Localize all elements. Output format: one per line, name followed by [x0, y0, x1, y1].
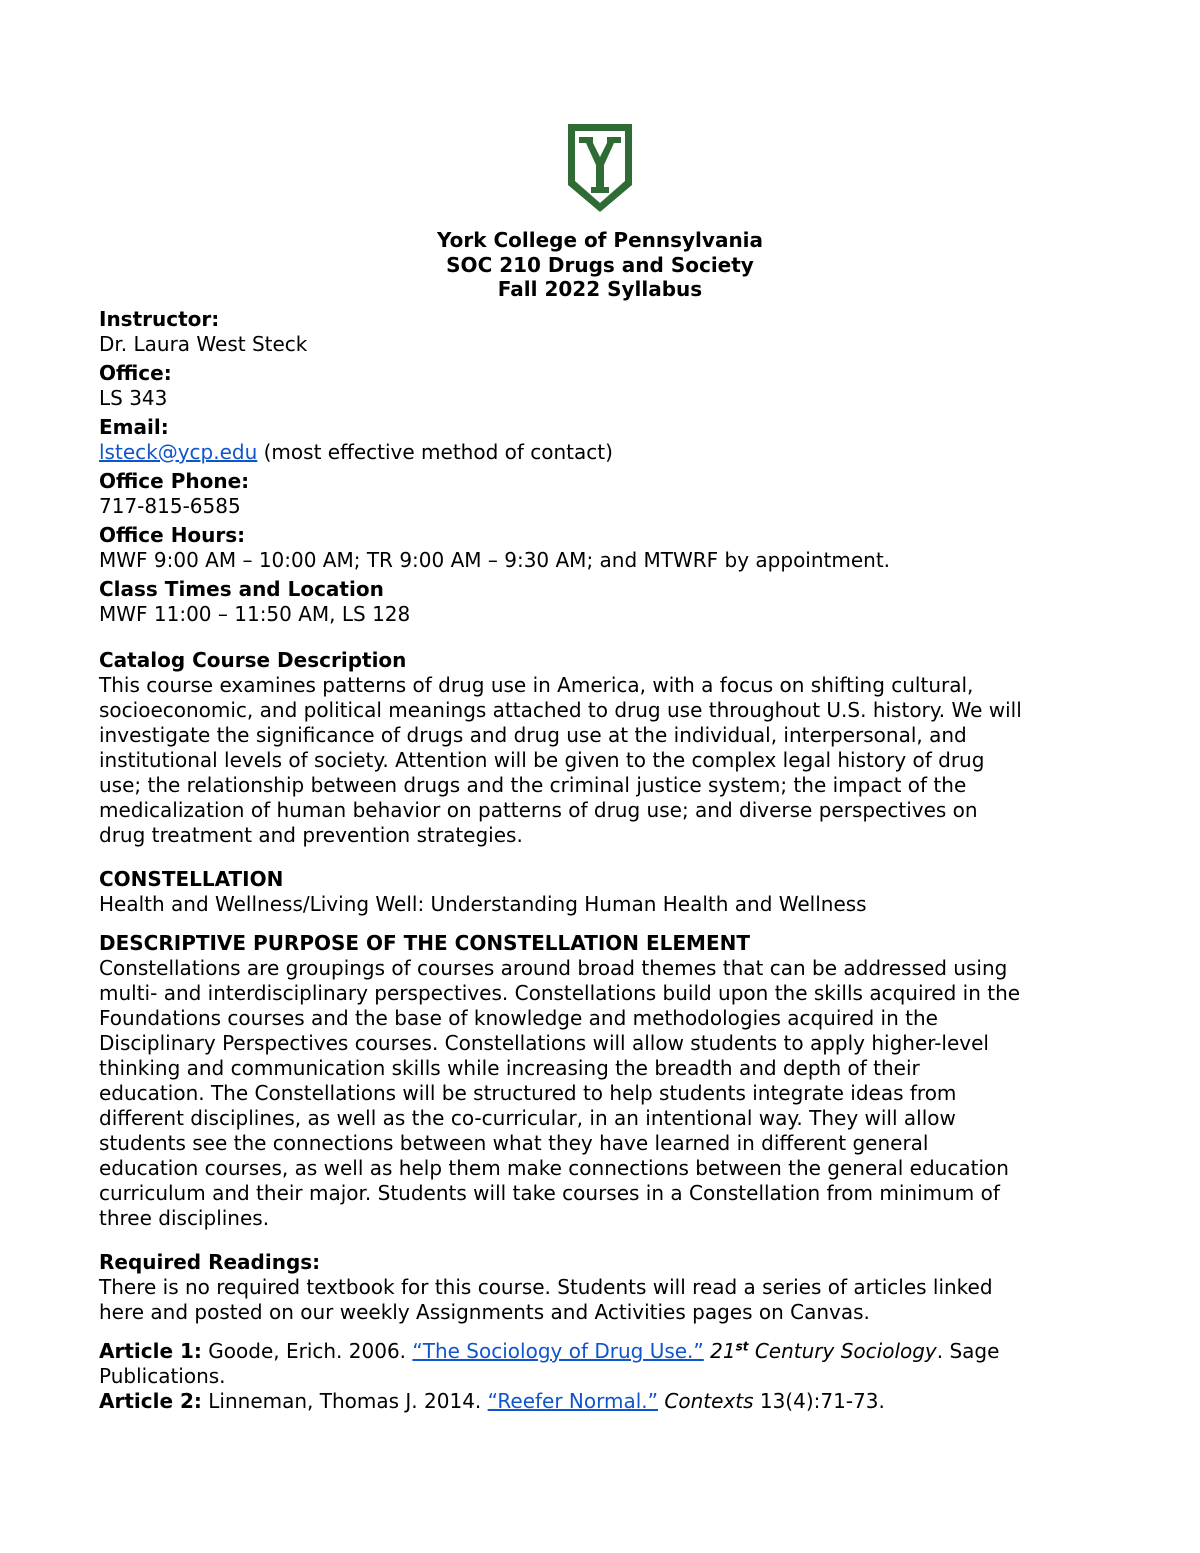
purpose-line: Constellations are groupings of courses around broad themes that can be addressed using [99, 956, 1008, 980]
purpose-line: Disciplinary Perspectives courses. Constellations will allow students to apply higher-level [99, 1031, 989, 1055]
syllabus-term: Fall 2022 Syllabus [497, 277, 703, 301]
purpose-line: three disciplines. [99, 1206, 270, 1230]
email-link[interactable]: lsteck@ycp.edu [99, 440, 258, 464]
article-2-link[interactable]: “Reefer Normal.” [487, 1389, 659, 1413]
email-note: (most effective method of contact) [257, 440, 613, 464]
readings-line: here and posted on our weekly Assignments and Activities pages on Canvas. [99, 1300, 870, 1324]
purpose-line: multi- and interdisciplinary perspectives. Constellations build upon the skills acquired in the [99, 981, 1021, 1005]
email-line [99, 440, 1109, 469]
article-1-link[interactable]: “The Sociology of Drug Use.” [412, 1339, 704, 1363]
purpose-line: students see the connections between what they have learned in different general [99, 1131, 929, 1155]
institution-name: York College of Pennsylvania [436, 228, 764, 252]
catalog-line: investigate the significance of drugs and drug use at the individual, interpersonal, and [99, 723, 967, 747]
article-1-journal-num: 21 [710, 1339, 736, 1363]
article-1-label: Article 1: [99, 1339, 202, 1363]
catalog-description [99, 648, 1109, 848]
catalog-line: This course examines patterns of drug use in America, with a focus on shifting cultural, [99, 673, 974, 697]
class-times-label: Class Times and Location [99, 577, 384, 601]
constellation-text: Health and Wellness/Living Well: Understanding Human Health and Wellness [99, 892, 867, 916]
article-1 [99, 1339, 1109, 1364]
purpose-heading: DESCRIPTIVE PURPOSE OF THE CONSTELLATION ELEMENT [99, 931, 750, 955]
constellation-section [99, 867, 1109, 917]
article-2-journal: Contexts [664, 1389, 754, 1413]
constellation-heading: CONSTELLATION [99, 867, 284, 891]
office-label: Office: [99, 361, 172, 385]
catalog-heading: Catalog Course Description [99, 648, 407, 672]
catalog-line: medicalization of human behavior on patterns of drug use; and diverse perspectives on [99, 798, 978, 822]
class-times-value: MWF 11:00 – 11:50 AM, LS 128 [99, 602, 411, 626]
article-1-continued: Publications. [99, 1364, 226, 1388]
office-hours-value: MWF 9:00 AM – 10:00 AM; TR 9:00 AM – 9:30 AM; and MTWRF by appointment. [99, 548, 891, 572]
catalog-line: socioeconomic, and political meanings attached to drug use throughout U.S. history. We will [99, 698, 1022, 722]
email-label: Email: [99, 415, 169, 439]
document-header [0, 228, 1200, 302]
instructor-name: Dr. Laura West Steck [99, 332, 308, 356]
catalog-line: use; the relationship between drugs and the criminal justice system; the impact of the [99, 773, 967, 797]
catalog-line: institutional levels of society. Attention will be given to the complex legal history of drug [99, 748, 985, 772]
purpose-line: Foundations courses and the base of knowledge and methodologies acquired in the [99, 1006, 938, 1030]
purpose-line: curriculum and their major. Students will take courses in a Constellation from minimum of [99, 1181, 1000, 1205]
purpose-line: education. The Constellations will be structured to help students integrate ideas from [99, 1081, 957, 1105]
york-college-shield-logo [567, 123, 633, 213]
article-2-label: Article 2: [99, 1389, 202, 1413]
course-title: SOC 210 Drugs and Society [446, 252, 754, 277]
required-readings [99, 1250, 1109, 1325]
article-2-author: Linneman, Thomas J. 2014. [201, 1389, 488, 1413]
article-list [99, 1339, 1109, 1414]
article-1-journal: Century Sociology [748, 1339, 937, 1363]
office-value: LS 343 [99, 386, 168, 410]
article-1-rest: . Sage [936, 1339, 1000, 1363]
purpose-line: education courses, as well as help them make connections between the general education [99, 1156, 1009, 1180]
instructor-label: Instructor: [99, 307, 220, 331]
purpose-section [99, 931, 1109, 1231]
purpose-line: thinking and communication skills while increasing the breadth and depth of their [99, 1056, 920, 1080]
phone-label: Office Phone: [99, 469, 250, 493]
article-2 [99, 1389, 1109, 1414]
office-hours-label: Office Hours: [99, 523, 246, 547]
course-info [99, 307, 1109, 627]
article-1-journal-sup: st [735, 1339, 749, 1354]
catalog-line: drug treatment and prevention strategies. [99, 823, 523, 847]
readings-line: There is no required textbook for this course. Students will read a series of articles linked [99, 1275, 993, 1299]
readings-heading: Required Readings: [99, 1250, 321, 1274]
purpose-line: different disciplines, as well as the co-curricular, in an intentional way. They will allow [99, 1106, 956, 1130]
article-1-author: Goode, Erich. 2006. [201, 1339, 413, 1363]
phone-value: 717-815-6585 [99, 494, 241, 518]
article-2-rest: 13(4):71-73. [753, 1389, 885, 1413]
